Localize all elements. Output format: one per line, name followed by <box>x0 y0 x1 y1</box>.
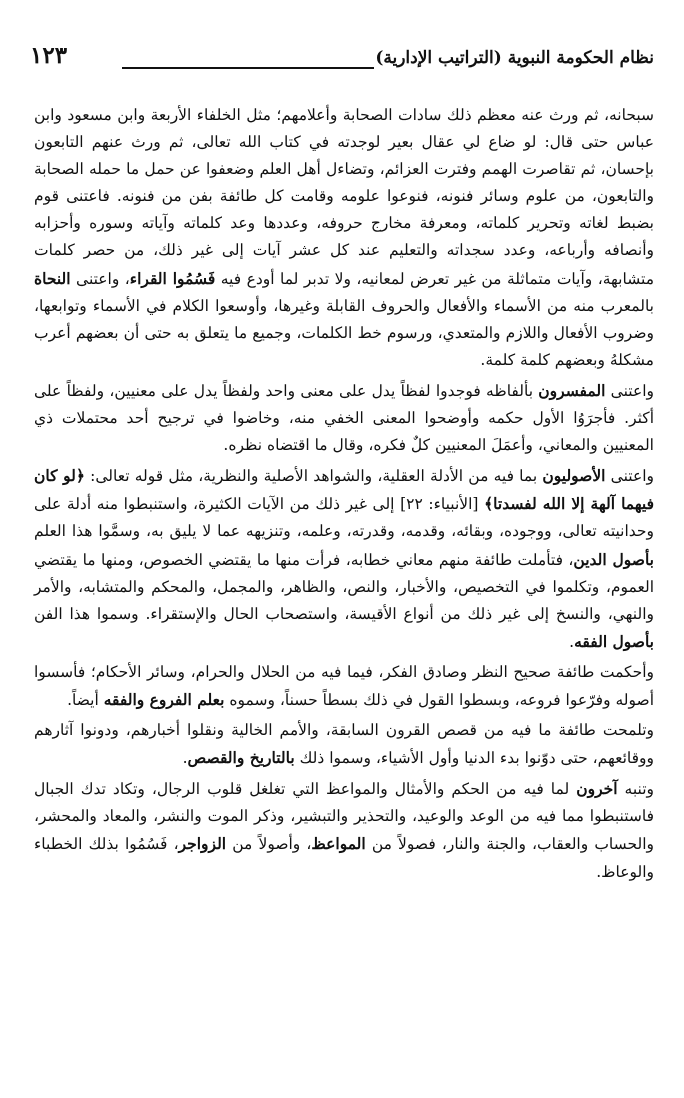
bold-term: الزواجر <box>178 834 227 854</box>
header-rule <box>122 67 374 69</box>
text-run: وأحكمت طائفة صحيح النظر وصادق الفكر، فيما فيه من الحلال والحرام، وسائر الأحكام؛ فأسسوا أصوله وفرّعوا فروعه، وبسطوا القول في ذلك بسطاً حسناً، وسموه <box>34 662 654 709</box>
text-run: وتلمحت طائفة ما فيه من قصص القرون السابقة، والأمم الخالية ونقلوا أخبارهم، ودونوا آثارهم ووقائعهم، حتى دوّنوا بدء الدنيا وأول الأشياء، وسموا ذلك <box>34 721 654 768</box>
bold-term: المفسرون <box>538 380 606 400</box>
bold-term: ﴿لو كان فيهما آلهة إلا الله لفسدتا﴾ <box>34 466 654 514</box>
bold-term: بأصول الفقه <box>574 631 654 651</box>
running-header <box>30 38 654 78</box>
text-run: واعتنى <box>605 467 654 486</box>
paragraph-5 <box>34 717 654 772</box>
paragraph-3 <box>34 462 654 656</box>
text-run: . <box>182 749 188 768</box>
text-run: بالمعرب منه من الأسماء والأفعال والحروف القابلة وغيرها، وأوسعوا الكلام في الأسماء وتوابعها، وضروب الأفعال واللازم والمتعدي، ورسوم خط الكلمات، وجميع ما يتعلق به حتى أن بعضهم أعرب مشكلهُ وبعضهم كلمة كلمة. <box>34 296 654 369</box>
bold-term: بأصول الدين <box>573 549 654 569</box>
text-run: سبحانه، ثم ورث عنه معظم ذلك سادات الصحابة وأعلامهم؛ مثل الخلفاء الأربعة وابن مسعود وابن عباس حتى قال: لو ضاع لي عقال بعير لوجدته في كتاب الله تعالى، ثم ورث عنهم التابعون بإحسان، ثم تقاصرت الهمم وفترت العزائم، وتضاءل أهل العلم وضعفوا عن حمل ما حمله الصحابة والتابعون، من علوم وسائر فنونه، فنوعوا علومه وقامت كل طائفة بفن من فنونه. فاعتنى قوم بضبط لغاته وتحرير كلماته، ومعرفة مخارج حروفه، وعددها وعد كلماته وآياته وسوره وأحزابه وأنصافه وأرباعه، وعدد سجداته والتعليم عند كل عشر آيات إلى غير ذلك، من حصر كلمات متشابهة، وآيات متماثلة من غير تعرض لمعانيه، ولا تدبر لما أودع فيه <box>34 106 654 288</box>
body-text <box>34 102 654 889</box>
text-run: واعتنى <box>605 381 654 400</box>
text-run: ، فَسُمُوا بذلك الخطباء والوعاظ. <box>34 835 654 881</box>
bold-term: النحاة <box>34 268 71 288</box>
text-run: لما فيه من الحكم والأمثال والمواعظ التي تغلغل قلوب الرجال، وتكاد تدك الجبال فاستنبطوا مما فيه من الوعد والوعيد، والتحذير والتبشير، وذكر الموت والنشر، والمعاد والمحشر، والحساب والعقاب، والجنة والنار، فصولاً من <box>34 780 655 854</box>
bold-term: فَسُمُوا القراء <box>129 268 216 288</box>
text-run: أيضاً. <box>67 690 104 709</box>
text-run: بألفاظه فوجدوا لفظاً يدل على معنى واحد ولفظاً يدل على معنيين، ولفظاً على أكثر. فأجرَوُا الأول حكمه وأوضحوا المعنى الخفي منه، وخاضوا في ترجيح أحد محتملات ذي المعنيين والمعاني، وأعمَلَ المعنيين كلٌ فكره، وقال ما اقتضاه نظره. <box>34 381 654 455</box>
paragraph-1 <box>34 102 654 374</box>
text-run: ، وأصولاً من <box>226 835 312 854</box>
page-number: ١٢٣ <box>30 42 68 69</box>
paragraph-4 <box>34 659 654 714</box>
bold-term: الأصوليون <box>542 466 606 486</box>
bold-term: بالتاريخ والقصص <box>187 748 295 768</box>
text-run: بما فيه من الأدلة العقلية، والشواهد الأصلية والنظرية، مثل قوله تعالى: <box>84 467 543 486</box>
bold-term: بعلم الفروع والفقه <box>103 689 225 709</box>
header-title: نظام الحكومة النبوية (التراتيب الإدارية) <box>375 48 654 68</box>
paragraph-2 <box>34 377 654 459</box>
bold-term: آخرون <box>576 779 618 799</box>
text-run: ، واعتنى <box>70 269 130 288</box>
text-run: [الأنبياء: ٢٢] إلى غير ذلك من الآيات الكثيرة، واستنبطوا منه أدلة على وحدانيته تعالى، ووجوده، وبقائه، وقدمه، وقدرته، وعلمه، وتنزيهه عما لا يليق به، وسمَّوا هذا العلم <box>34 495 654 541</box>
text-run: . <box>569 632 575 651</box>
bold-term: المواعظ <box>311 834 366 854</box>
text-run: ، فتأملت طائفة منهم معاني خطابه، فرأت منها ما يقتضي الخصوص، ومنها ما يقتضي العموم، وتكلموا في التخصيص، والأخبار، والنص، والظاهر، والمجمل، والمحكم والمتشابه، والأمر والنهي، والنسخ إلى غير ذلك من أنواع الأقيسة، واستصحاب الحال والإستقراء. وسموا هذا الفن <box>34 550 654 623</box>
paragraph-6 <box>34 775 654 885</box>
text-run: وتنبه <box>617 780 655 799</box>
